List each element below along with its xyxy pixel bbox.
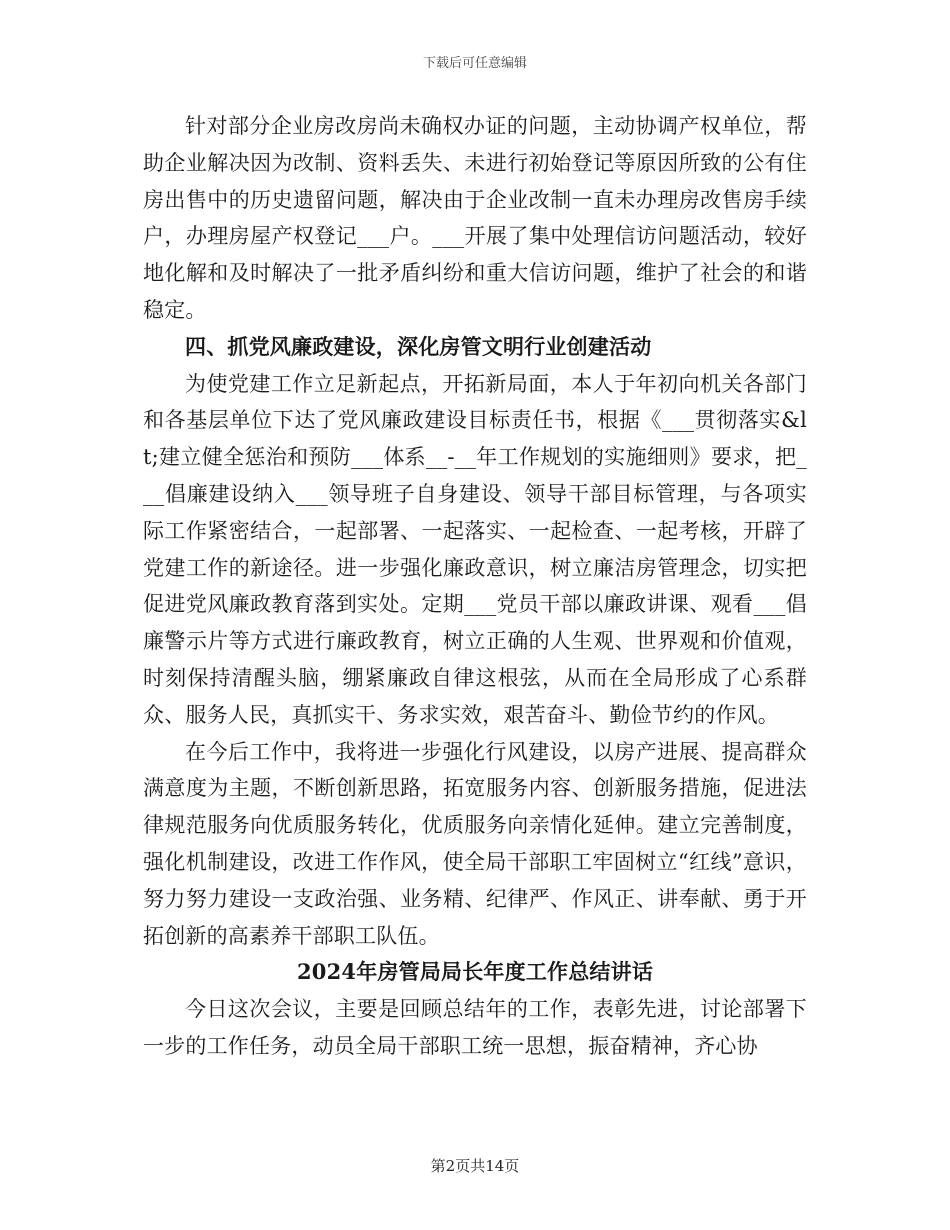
paragraph-party-building: 为使党建工作立足新起点，开拓新局面，本人于年初向机关各部门和各基层单位下达了党风廉政建设目标责任书，根据《___贯彻落实&lt;建立健全惩治和预防___体系__-__年工作规划的实施细则》要求，把___倡廉建设纳入___领导班子自身建设、领导干部目标管理，与各项实际工作紧密结合，一起部署、一起落实、一起检查、一起考核，开辟了党建工作的新途径。进一步强化廉政意识，树立廉洁房管理念，切实把促进党风廉政教育落到实处。定期___党员干部以廉政讲课、观看___倡廉警示片等方式进行廉政教育，树立正确的人生观、世界观和价值观，时刻保持清醒头脑，绷紧廉政自律这根弦，从而在全局形成了心系群众、服务人民，真抓实干、务求实效，艰苦奋斗、勤俭节约的作风。 — [143, 371, 807, 727]
paragraph-future-work: 在今后工作中，我将进一步强化行风建设，以房产进展、提高群众满意度为主题，不断创新思路，拓宽服务内容、创新服务措施，促进法律规范服务向优质服务转化，优质服务向亲情化延伸。建立完善制度，强化机制建设，改进工作作风，使全局干部职工牢固树立“红线”意识，努力努力建设一支政治强、业务精、纪律严、作风正、讲奉献、勇于开拓创新的高素养干部职工队伍。 — [143, 739, 807, 948]
document-title: 2024年房管局局长年度工作总结讲话 — [296, 959, 654, 985]
page-header: 下载后可任意编辑 — [422, 56, 527, 71]
document-body — [143, 108, 807, 1065]
paragraph-property-rights: 针对部分企业房改房尚未确权办证的问题，主动协调产权单位，帮助企业解决因为改制、资料丢失、未进行初始登记等原因所致的公有住房出售中的历史遗留问题，解决由于企业改制一直未办理房改售房手续户，办理房屋产权登记___户。___开展了集中处理信访问题活动，较好地化解和及时解决了一批矛盾纠纷和重大信访问题，维护了社会的和谐稳定。 — [143, 114, 807, 322]
paragraph-meeting-intro: 今日这次会议，主要是回顾总结年的工作，表彰先进，讨论部署下一步的工作任务，动员全局干部职工统一思想，振奋精神，齐心协 — [143, 997, 807, 1058]
page-number: 第2页共14页 — [430, 1157, 520, 1175]
section-heading-4: 四、抓党风廉政建设，深化房管文明行业创建活动 — [185, 333, 652, 359]
